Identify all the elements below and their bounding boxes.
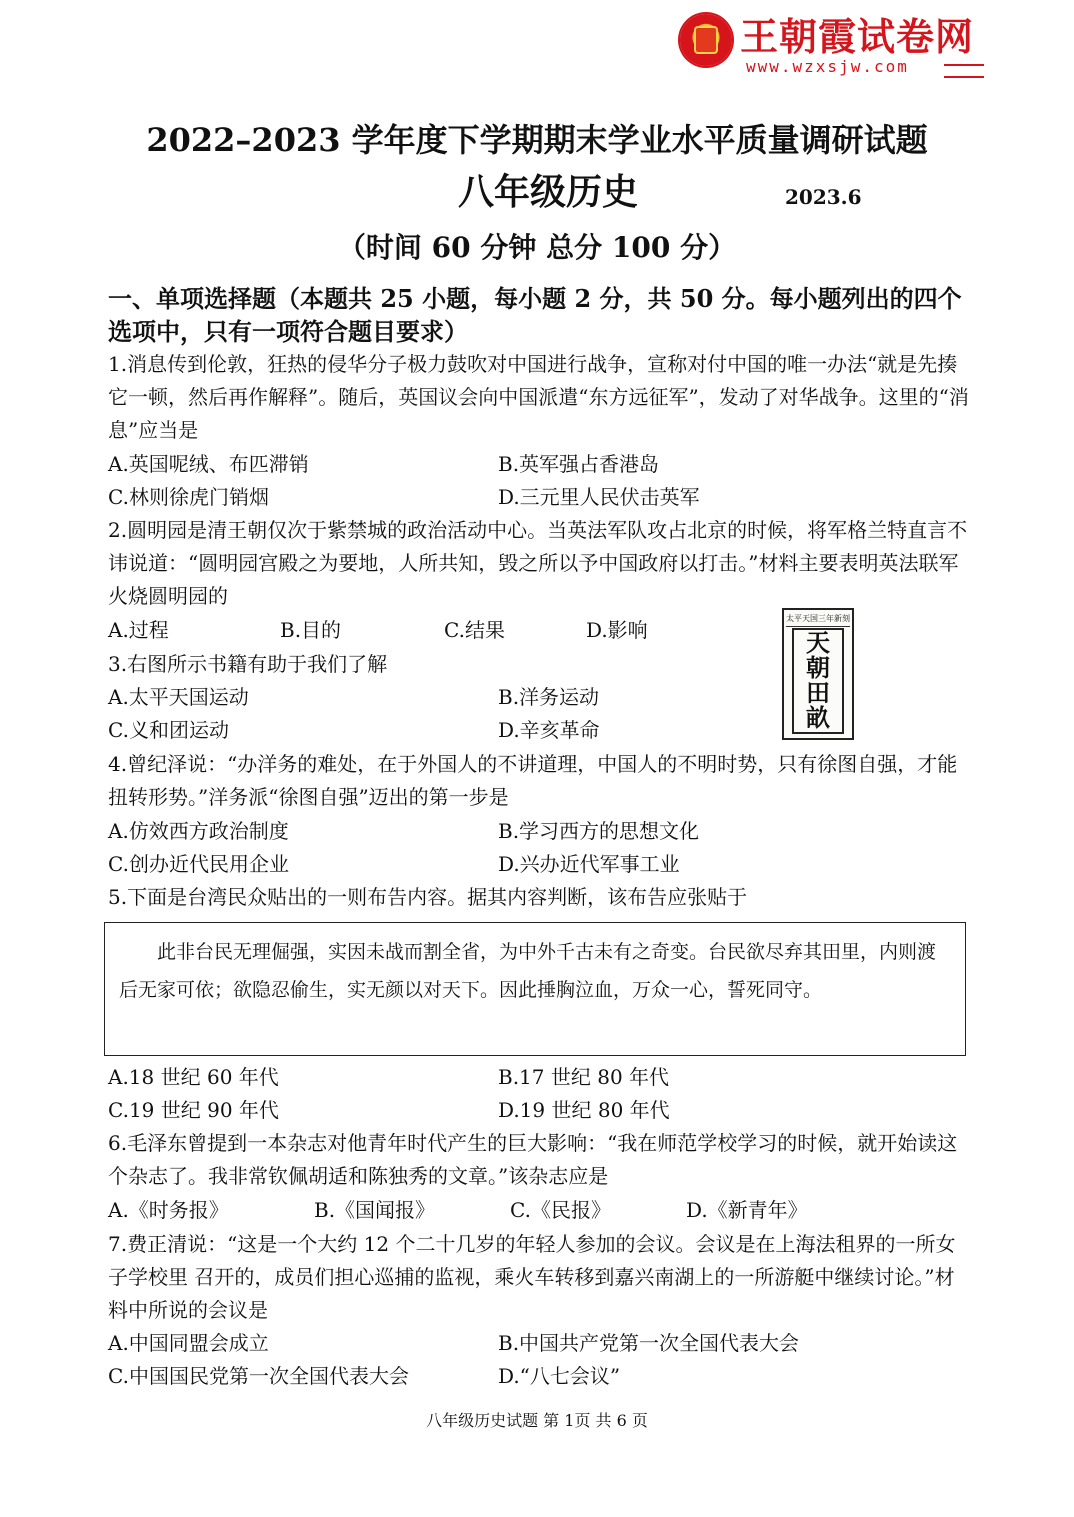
logo-url: www.wzxsjw.com [746,57,909,76]
logo-name: 王朝霞试卷网 [740,15,975,59]
q5-option-d: D.19 世纪 80 年代 [498,1098,670,1122]
q2-option-a: A.过程 [108,618,169,642]
exam-time-info: （时间 60 分钟 总分 100 分） [337,231,737,264]
q5-option-b: B.17 世纪 80 年代 [498,1065,670,1089]
site-logo [680,14,990,76]
question-7-stem: 7.费正清说：“这是一个大约 12 个二十几岁的年轻人参加的会议。会议是在上海法租界的一所女子学校里 召开的，成员们担心巡捕的监视，乘火车转移到嘉兴南湖上的一所游艇中继续讨论。”材料中所说的会议是 [108,1232,956,1322]
q3-option-b: B.洋务运动 [498,685,600,709]
question-3-stem: 3.右图所示书籍有助于我们了解 [108,652,388,676]
book-spine-title: 天 朝 田 畝 [792,628,844,734]
q4-option-c: C.创办近代民用企业 [108,852,289,876]
q7-option-c: C.中国国民党第一次全国代表大会 [108,1364,409,1388]
q7-option-d: D.“八七会议” [498,1364,621,1388]
q6-option-d: D.《新青年》 [686,1198,808,1222]
logo-decoration-lines [944,64,984,78]
section-heading: 一、单项选择题（本题共 25 小题，每小题 2 分，共 50 分。每小题列出的四个选项中，只有一项符合题目要求） [108,284,962,346]
q6-option-c: C.《民报》 [510,1198,611,1222]
material-box [104,922,966,1056]
q4-option-a: A.仿效西方政治制度 [108,819,289,843]
q2-option-b: B.目的 [280,618,342,642]
q4-option-d: D.兴办近代军事工业 [498,852,680,876]
question-5-stem: 5.下面是台湾民众贴出的一则布告内容。据其内容判断，该布告应张贴于 [108,885,748,909]
seal-emblem-icon [680,14,732,66]
q5-option-a: A.18 世纪 60 年代 [108,1065,279,1089]
question-2-stem: 2.圆明园是清王朝仅次于紫禁城的政治活动中心。当英法军队攻占北京的时候，将军格兰特直言不讳说道：“圆明园宫殿之为要地，人所共知，毁之所以予中国政府以打击。”材料主要表明英法联军火烧圆明园的 [108,518,968,608]
q7-option-b: B.中国共产党第一次全国代表大会 [498,1331,800,1355]
book-top-caption: 太平天国三年新刻 [786,612,850,627]
q2-option-c: C.结果 [444,618,505,642]
q4-option-b: B.学习西方的思想文化 [498,819,700,843]
question-6-stem: 6.毛泽东曾提到一本杂志对他青年时代产生的巨大影响：“我在师范学校学习的时候，就开始读这个杂志了。我非常钦佩胡适和陈独秀的文章。”该杂志应是 [108,1131,958,1188]
q3-option-d: D.辛亥革命 [498,718,600,742]
q1-option-d: D.三元里人民伏击英军 [498,485,700,509]
q2-option-d: D.影响 [586,618,648,642]
exam-subject: 八年级历史 [458,171,639,213]
question-4-stem: 4.曾纪泽说：“办洋务的难处，在于外国人的不讲道理，中国人的不明时势，只有徐图自强，才能扭转形势。”洋务派“徐图自强”迈出的第一步是 [108,752,958,809]
q6-option-b: B.《国闻报》 [314,1198,436,1222]
q7-option-a: A.中国同盟会成立 [108,1331,269,1355]
exam-title: 2022–2023 学年度下学期期末学业水平质量调研试题 [146,121,928,159]
q5-option-c: C.19 世纪 90 年代 [108,1098,279,1122]
q1-option-a: A.英国呢绒、布匹滞销 [108,452,309,476]
question-1-stem: 1.消息传到伦敦，狂热的侵华分子极力鼓吹对中国进行战争，宣称对付中国的唯一办法“就是先揍它一顿，然后再作解释”。随后，英国议会向中国派遣“东方远征军”，发动了对华战争。这里的“消息”应当是 [108,352,969,442]
q6-option-a: A.《时务报》 [108,1198,229,1222]
q1-option-b: B.英军强占香港岛 [498,452,660,476]
q1-option-c: C.林则徐虎门销烟 [108,485,269,509]
material-text: 此非台民无理倔强，实因未战而割全省，为中外千古未有之奇变。台民欲尽弃其田里，内则渡后无家可依；欲隐忍偷生，实无颜以对天下。因此捶胸泣血，万众一心，誓死同守。 [119,941,937,1001]
page-footer: 八年级历史试题 第 1页 共 6 页 [426,1411,648,1430]
q3-option-c: C.义和团运动 [108,718,229,742]
book-cover-image [782,608,854,740]
exam-date: 2023.6 [785,185,862,209]
q3-option-a: A.太平天国运动 [108,685,249,709]
